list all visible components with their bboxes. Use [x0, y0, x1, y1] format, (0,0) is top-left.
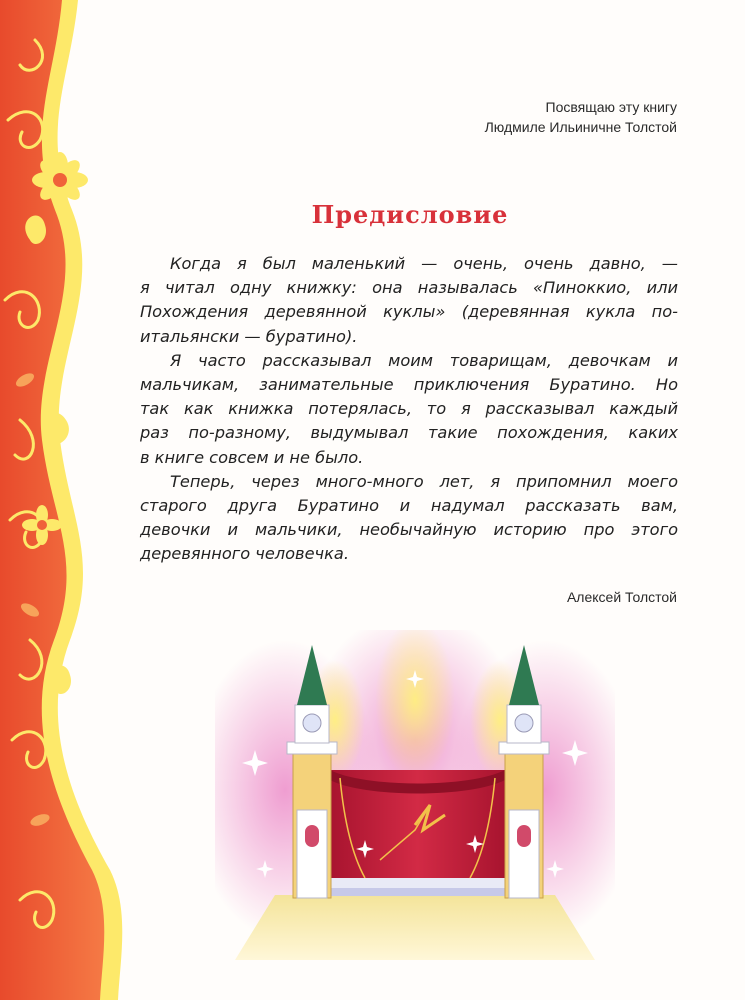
text-line: Я часто рассказывал моим товарищам, девочкам и	[170, 350, 678, 370]
text-line: раз по-разному, выдумывал такие похождения, каких	[140, 423, 678, 443]
preface-text	[140, 252, 678, 567]
text-line: итальянски — буратино).	[140, 326, 358, 346]
text-line: деревянного человечка.	[140, 544, 349, 564]
floral-border-decoration	[0, 0, 150, 1000]
text-line: мальчикам, занимательные приключения Буратино. Но	[140, 375, 678, 395]
text-line: я читал одну книжку: она называлась «Пиноккио, или	[140, 278, 678, 298]
text-line: так как книжка потерялась, то я рассказывал каждый	[140, 399, 678, 419]
page-title: Предисловие	[311, 200, 509, 229]
text-line: в книге совсем и не было.	[140, 447, 364, 467]
dedication-line: Людмиле Ильиничне Толстой	[484, 119, 677, 135]
dedication	[317, 97, 677, 137]
puppet-theatre-illustration	[215, 630, 615, 960]
text-line: Когда я был маленький — очень, очень давно, —	[170, 254, 678, 273]
dedication-line: Посвящаю эту книгу	[545, 99, 677, 115]
text-line: девочки и мальчики, необычайную историю про этого	[140, 520, 678, 540]
text-line: старого друга Буратино и надумал рассказать вам,	[140, 496, 678, 516]
text-line: Похождения деревянной куклы» (деревянная кукла по-	[140, 302, 678, 322]
text-line: Теперь, через много-много лет, я припомнил моего	[170, 471, 678, 491]
author-signature: Алексей Толстой	[566, 589, 677, 605]
